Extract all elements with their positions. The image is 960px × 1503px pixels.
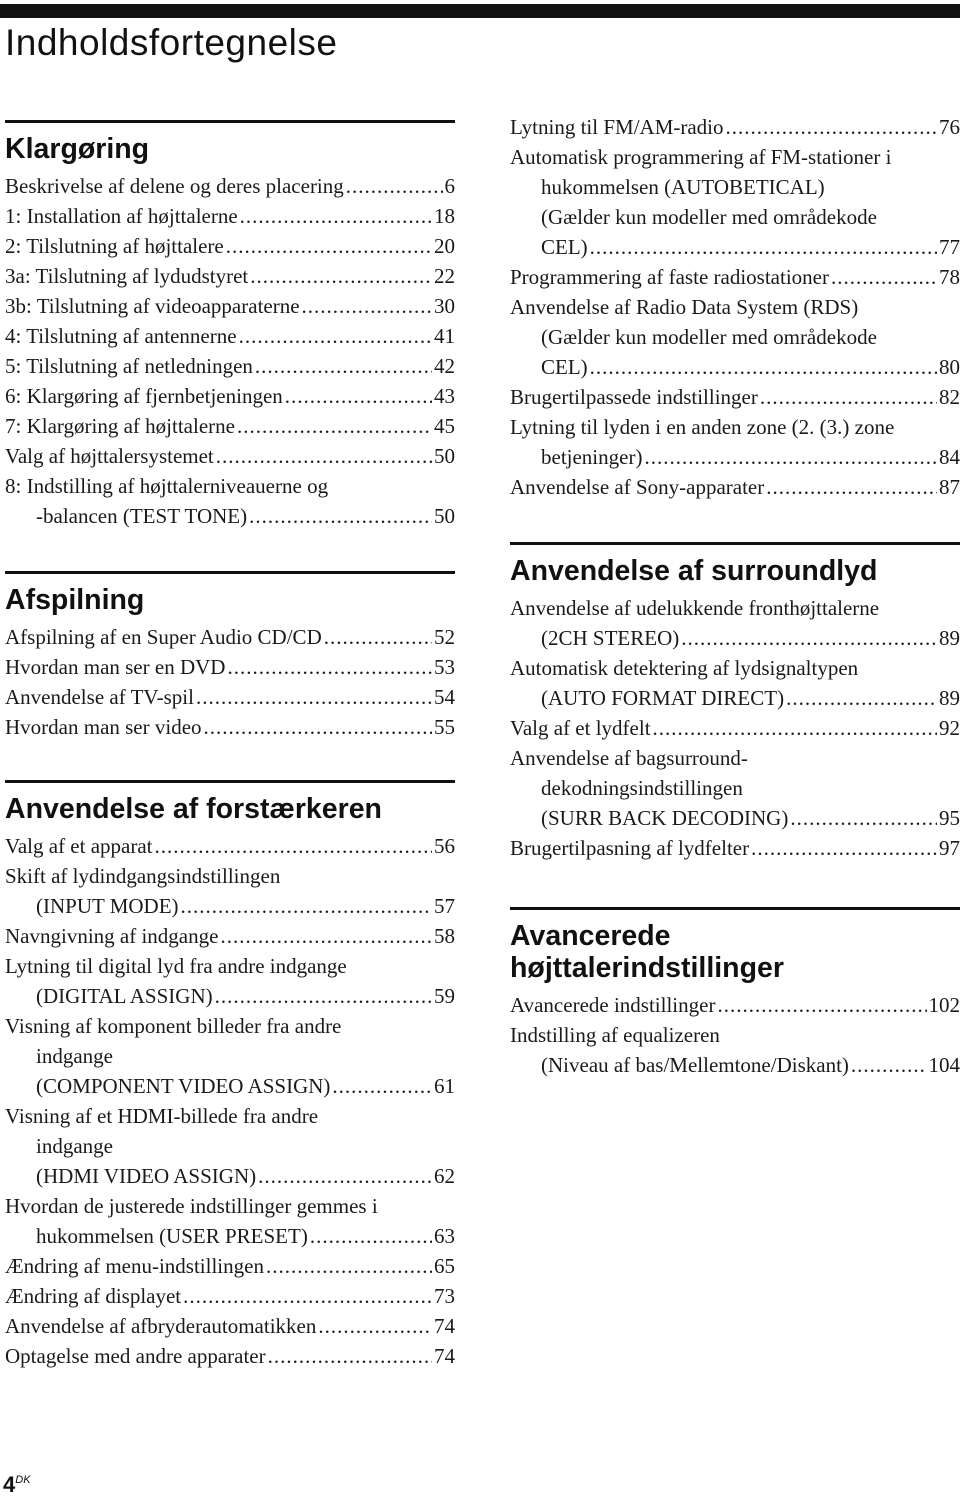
dot-leader (766, 472, 937, 502)
entry-text: Brugertilpasning af lydfelter (510, 836, 750, 860)
toc-entry[interactable] (5, 652, 455, 682)
dot-leader (215, 981, 432, 1011)
dot-leader (183, 1281, 432, 1311)
entry-text: Programmering af faste radiostationer (510, 265, 829, 289)
page-ref: 43 (434, 384, 455, 408)
entry-text: (AUTO FORMAT DIRECT) (541, 686, 785, 710)
entry-text: Anvendelse af udelukkende fronthøjttalerne (510, 596, 880, 620)
dot-leader (250, 261, 432, 291)
page-ref: 92 (939, 716, 960, 740)
page-ref: 87 (939, 475, 960, 499)
entry-text: 4: Tilslutning af antennerne (5, 324, 237, 348)
section-title-line: Afspilning (5, 584, 145, 616)
region-code: DK (15, 1474, 31, 1486)
toc-entry[interactable] (5, 831, 455, 861)
toc-entry[interactable] (5, 682, 455, 712)
entry-text: Visning af et HDMI-billede fra andre (5, 1104, 319, 1128)
toc-entry[interactable] (5, 321, 455, 351)
entry-text: (DIGITAL ASSIGN) (36, 984, 213, 1008)
toc-entry[interactable] (510, 292, 960, 382)
page-ref: 50 (434, 504, 455, 528)
toc-entry[interactable] (5, 471, 455, 531)
page-number: 4 (3, 1472, 16, 1497)
toc-entry[interactable] (5, 231, 455, 261)
toc-entry[interactable] (5, 951, 455, 1011)
entry-text: Afspilning af en Super Audio CD/CD (5, 625, 322, 649)
toc-entry[interactable] (5, 351, 455, 381)
page-ref: 41 (434, 324, 455, 348)
dot-leader (255, 351, 432, 381)
top-rule (0, 4, 960, 18)
toc-entry[interactable] (510, 593, 960, 653)
entry-text: Valg af et apparat (5, 834, 153, 858)
dot-leader (155, 831, 432, 861)
entry-text: Hvordan de justerede indstillinger gemmes i (5, 1194, 378, 1218)
entry-text: 7: Klargøring af højttalerne (5, 414, 235, 438)
entry-text: 3b: Tilslutning af videoapparaterne (5, 294, 300, 318)
toc-entry[interactable] (510, 262, 960, 292)
entry-text: Hvordan man ser video (5, 715, 202, 739)
dot-leader (268, 1341, 432, 1371)
page-ref: 6 (444, 174, 455, 198)
entry-text: 5: Tilslutning af netledningen (5, 354, 253, 378)
entry-text: Ændring af displayet (5, 1284, 182, 1308)
toc-entry[interactable] (5, 1341, 455, 1371)
toc-entry[interactable] (5, 1101, 455, 1191)
dot-leader (181, 891, 432, 921)
section-title-line: Anvendelse af forstærkeren (5, 793, 382, 825)
entry-text: Hvordan man ser en DVD (5, 655, 226, 679)
page-ref: 89 (939, 686, 960, 710)
toc-entry[interactable] (510, 743, 960, 833)
toc-entry[interactable] (510, 713, 960, 743)
dot-leader (644, 442, 937, 472)
page-ref: 50 (434, 444, 455, 468)
toc-section (510, 542, 960, 863)
dot-leader (204, 712, 432, 742)
page-ref: 45 (434, 414, 455, 438)
entry-text: (2CH STEREO) (541, 626, 680, 650)
dot-leader (590, 232, 937, 262)
entry-text: betjeninger) (541, 445, 643, 469)
entry-text: 1: Installation af højttalerne (5, 204, 238, 228)
entry-text: Valg af højttalersystemet (5, 444, 214, 468)
section-title-line: højttalerindstillinger (510, 952, 784, 984)
section-title-line: Anvendelse af surroundlyd (510, 555, 878, 587)
page-ref: 77 (939, 235, 960, 259)
dot-leader (786, 683, 937, 713)
toc-entry[interactable] (510, 653, 960, 713)
page-ref: 57 (434, 894, 455, 918)
page-ref: 82 (939, 385, 960, 409)
entry-text: Beskrivelse af delene og deres placering (5, 174, 344, 198)
section-title (510, 910, 960, 984)
toc-section (510, 907, 960, 1080)
section-title (5, 123, 455, 165)
toc-entry[interactable] (510, 1020, 960, 1080)
dot-leader (681, 623, 937, 653)
page-ref: 53 (434, 655, 455, 679)
toc-entry[interactable] (5, 171, 455, 201)
page-ref: 54 (434, 685, 455, 709)
page-ref: 56 (434, 834, 455, 858)
toc-entry[interactable] (510, 112, 960, 142)
toc-entry[interactable] (5, 622, 455, 652)
page-ref: 104 (928, 1053, 960, 1077)
section-title (510, 545, 960, 587)
entry-text: (Gælder kun modeller med områdekode (541, 325, 877, 349)
page-ref: 102 (928, 993, 960, 1017)
dot-leader (258, 1161, 432, 1191)
entry-text: Automatisk programmering af FM-stationer i (510, 145, 892, 169)
entry-text: Anvendelse af Sony-apparater (510, 475, 765, 499)
toc-entry[interactable] (5, 1281, 455, 1311)
entry-text: Ændring af menu-indstillingen (5, 1254, 264, 1278)
dot-leader (196, 682, 432, 712)
entry-text: Anvendelse af bagsurround- (510, 746, 748, 770)
toc-section (5, 120, 455, 531)
page-ref: 97 (939, 836, 960, 860)
entry-text: indgange (36, 1044, 113, 1068)
toc-entry[interactable] (5, 411, 455, 441)
entry-text: Lytning til lyden i en anden zone (2. (3.) zone (510, 415, 895, 439)
entry-text: indgange (36, 1134, 113, 1158)
entry-text: Visning af komponent billeder fra andre (5, 1014, 342, 1038)
toc-column-right (510, 112, 960, 1080)
entry-text: Lytning til digital lyd fra andre indgange (5, 954, 347, 978)
entry-text: CEL) (541, 355, 588, 379)
section-title (5, 574, 455, 616)
section-title-line: Avancerede (510, 920, 671, 952)
toc-entry[interactable] (5, 261, 455, 291)
dot-leader (237, 411, 432, 441)
dot-leader (851, 1050, 927, 1080)
entry-text: hukommelsen (AUTOBETICAL) (541, 175, 825, 199)
page-ref: 89 (939, 626, 960, 650)
dot-leader (332, 1071, 432, 1101)
entry-text: CEL) (541, 235, 588, 259)
entry-text: Anvendelse af afbryderautomatikken (5, 1314, 317, 1338)
page-ref: 78 (939, 265, 960, 289)
toc-entry[interactable] (510, 472, 960, 502)
entry-text: Valg af et lydfelt (510, 716, 651, 740)
entry-text: (HDMI VIDEO ASSIGN) (36, 1164, 257, 1188)
entry-text: (COMPONENT VIDEO ASSIGN) (36, 1074, 331, 1098)
page-ref: 76 (939, 115, 960, 139)
page-ref: 59 (434, 984, 455, 1008)
dot-leader (302, 291, 432, 321)
toc-entry[interactable] (510, 142, 960, 262)
toc-entry[interactable] (510, 412, 960, 472)
entry-text: 8: Indstilling af højttalerniveauerne og (5, 474, 329, 498)
toc-section (5, 571, 455, 742)
entry-text: Anvendelse af TV-spil (5, 685, 194, 709)
toc-entry[interactable] (510, 382, 960, 412)
page-ref: 62 (434, 1164, 455, 1188)
page-ref: 42 (434, 354, 455, 378)
toc-entry[interactable] (5, 1011, 455, 1101)
dot-leader (653, 713, 937, 743)
dot-leader (790, 803, 937, 833)
toc-entry[interactable] (5, 1191, 455, 1251)
page-ref: 30 (434, 294, 455, 318)
section-title-line: Klargøring (5, 133, 150, 165)
page-ref: 52 (434, 625, 455, 649)
entry-text: Automatisk detektering af lydsignaltypen (510, 656, 859, 680)
dot-leader (240, 201, 432, 231)
page-title: Indholdsfortegnelse (5, 22, 338, 63)
dot-leader (760, 382, 937, 412)
entry-text: 3a: Tilslutning af lydudstyret (5, 264, 249, 288)
page-ref: 84 (939, 445, 960, 469)
entry-text: Lytning til FM/AM-radio (510, 115, 724, 139)
entry-text: Indstilling af equalizeren (510, 1023, 720, 1047)
entry-text: -balancen (TEST TONE) (36, 504, 248, 528)
toc-entry[interactable] (510, 833, 960, 863)
entry-text: (Gælder kun modeller med områdekode (541, 205, 877, 229)
dot-leader (285, 381, 432, 411)
toc-entry[interactable] (5, 1311, 455, 1341)
dot-leader (226, 231, 432, 261)
page-footer (3, 1472, 31, 1498)
entry-text: Anvendelse af Radio Data System (RDS) (510, 295, 859, 319)
dot-leader (310, 1221, 432, 1251)
page-ref: 55 (434, 715, 455, 739)
toc-entry[interactable] (5, 712, 455, 742)
entry-text: (INPUT MODE) (36, 894, 179, 918)
toc-section (510, 112, 960, 502)
toc-entry[interactable] (5, 381, 455, 411)
dot-leader (216, 441, 432, 471)
page-ref: 65 (434, 1254, 455, 1278)
dot-leader (249, 501, 432, 531)
dot-leader (590, 352, 937, 382)
page-ref: 63 (434, 1224, 455, 1248)
page-ref: 73 (434, 1284, 455, 1308)
dot-leader (751, 833, 937, 863)
page-ref: 95 (939, 806, 960, 830)
toc-entry[interactable] (5, 201, 455, 231)
dot-leader (266, 1251, 432, 1281)
page-ref: 20 (434, 234, 455, 258)
dot-leader (220, 921, 432, 951)
dot-leader (227, 652, 432, 682)
entry-text: Skift af lydindgangsindstillingen (5, 864, 281, 888)
entry-text: 6: Klargøring af fjernbetjeningen (5, 384, 283, 408)
toc-entry[interactable] (5, 921, 455, 951)
dot-leader (318, 1311, 432, 1341)
dot-leader (324, 622, 432, 652)
dot-leader (726, 112, 937, 142)
page-ref: 18 (434, 204, 455, 228)
page-ref: 58 (434, 924, 455, 948)
entry-text: (SURR BACK DECODING) (541, 806, 789, 830)
dot-leader (239, 321, 432, 351)
dot-leader (831, 262, 937, 292)
entry-text: Optagelse med andre apparater (5, 1344, 266, 1368)
toc-entry[interactable] (5, 861, 455, 921)
page-ref: 61 (434, 1074, 455, 1098)
page-ref: 74 (434, 1344, 455, 1368)
page-ref: 22 (434, 264, 455, 288)
entry-text: 2: Tilslutning af højttalere (5, 234, 224, 258)
toc-entry[interactable] (5, 291, 455, 321)
entry-text: hukommelsen (USER PRESET) (36, 1224, 308, 1248)
toc-entry[interactable] (5, 441, 455, 471)
page-ref: 80 (939, 355, 960, 379)
toc-column-left (5, 120, 455, 1371)
dot-leader (346, 171, 443, 201)
entry-text: Avancerede indstillinger (510, 993, 716, 1017)
dot-leader (717, 990, 926, 1020)
toc-section (5, 780, 455, 1371)
section-title (5, 783, 455, 825)
entry-text: Navngivning af indgange (5, 924, 219, 948)
entry-text: (Niveau af bas/Mellemtone/Diskant) (541, 1053, 849, 1077)
page-ref: 74 (434, 1314, 455, 1338)
entry-text: dekodningsindstillingen (541, 776, 743, 800)
toc-entry[interactable] (5, 1251, 455, 1281)
entry-text: Brugertilpassede indstillinger (510, 385, 758, 409)
toc-entry[interactable] (510, 990, 960, 1020)
